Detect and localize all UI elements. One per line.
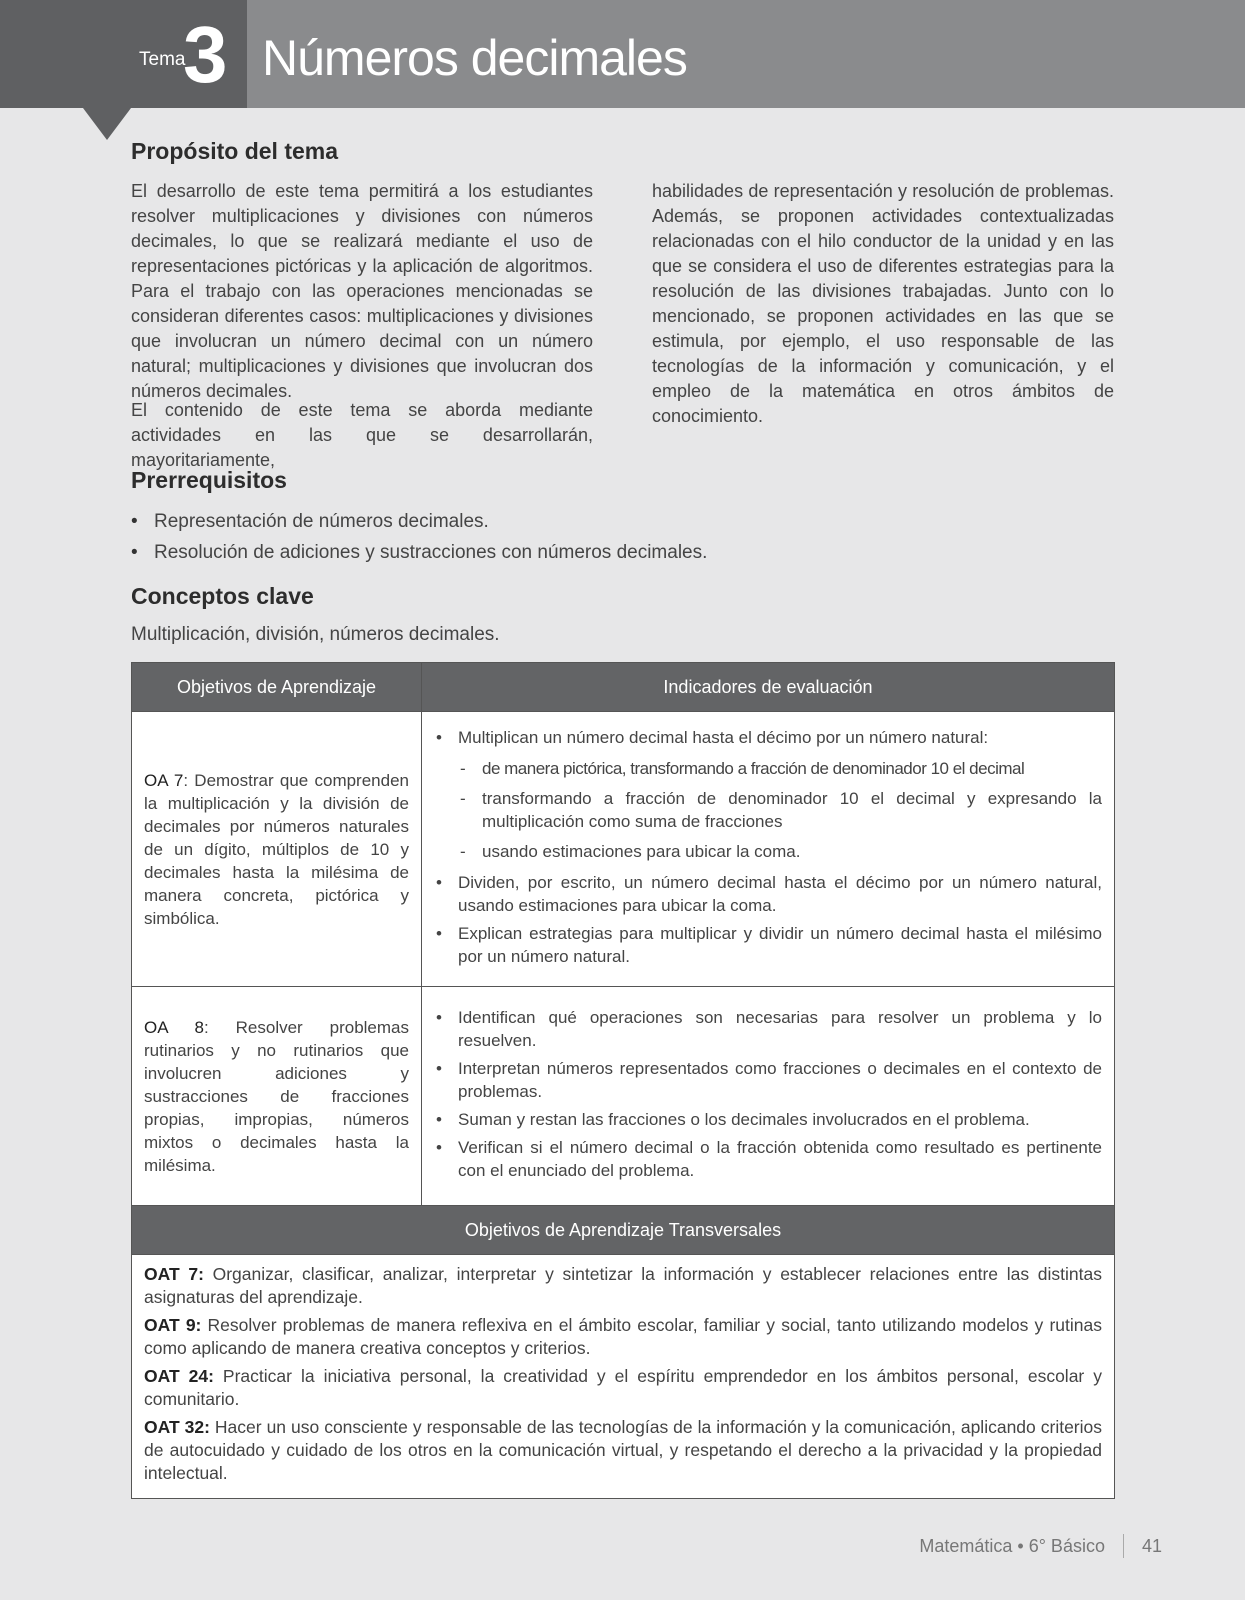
oat-item bbox=[144, 1263, 1102, 1309]
oat-code: OAT 24: bbox=[144, 1366, 214, 1386]
list-item: • Resolución de adiciones y sustracciones con números decimales. bbox=[131, 537, 707, 568]
oat-header-row bbox=[132, 1206, 1115, 1255]
objectives-table bbox=[131, 662, 1115, 1499]
list-item: • Dividen, por escrito, un número decimal hasta el décimo por un número natural, usando estimaciones para ubicar la coma. bbox=[434, 871, 1102, 917]
list-item: - de manera pictórica, transformando a fracción de denominador 10 el decimal bbox=[458, 757, 1102, 780]
page-number: 41 bbox=[1141, 1535, 1162, 1556]
prerrequisitos-list bbox=[131, 506, 707, 568]
list-item: • Interpretan números representados como fracciones o decimales en el contexto de problemas. bbox=[434, 1057, 1102, 1103]
table-row bbox=[132, 987, 1115, 1206]
oa-code: OA 7 bbox=[144, 770, 184, 790]
list-item: • Suman y restan las fracciones o los decimales involucrados en el problema. bbox=[434, 1108, 1102, 1131]
oat-cell bbox=[132, 1255, 1115, 1499]
col-header-indicadores: Indicadores de evaluación bbox=[422, 663, 1115, 712]
list-item: • Verifican si el número decimal o la fracción obtenida como resultado es pertinente con el enunciado del problema. bbox=[434, 1136, 1102, 1182]
oat-code: OAT 7: bbox=[144, 1264, 204, 1284]
oa-text: : Resolver problemas rutinarios y no rutinarios que involucren adiciones y sustracciones de fracciones propias, impropias, números mixtos o decimales hasta la milésima. bbox=[144, 1017, 409, 1175]
oat-code: OAT 32: bbox=[144, 1417, 210, 1437]
list-item: - transformando a fracción de denominador 10 el decimal y expresando la multiplicación como suma de fracciones bbox=[458, 787, 1102, 833]
list-item bbox=[434, 726, 1102, 863]
proposito-left-paragraph-2: El contenido de este tema se aborda mediante actividades en las que se desarrollarán, mayoritariamente, bbox=[131, 400, 593, 470]
proposito-heading: Propósito del tema bbox=[131, 138, 339, 164]
tema-number: 3 bbox=[183, 10, 228, 99]
prerrequisitos-heading: Prerrequisitos bbox=[131, 467, 287, 493]
list-item: • Representación de números decimales. bbox=[131, 506, 707, 537]
tema-label: Tema bbox=[139, 49, 186, 70]
proposito-right-paragraph: habilidades de representación y resolución de problemas. Además, se proponen actividades contextualizadas relacionadas con el hilo conductor de la unidad y en las que se considera el uso de diferentes estrategias para la resolución de las divisiones trabajadas. Junto con lo mencionado, se proponen actividades en las que se estimula, por ejemplo, el uso responsable de las tecnologías de la información y comunicación, y el empleo de la matemática en otros ámbitos de conocimiento. bbox=[652, 181, 1114, 426]
oat-text: Hacer un uso consciente y responsable de las tecnologías de la información y la comunicación, aplicando criterios de autocuidado y cuidado de los otros en la comunicación virtual, y respetando el derecho a la privacidad y la propiedad intelectual. bbox=[144, 1417, 1103, 1483]
proposito-left-paragraph-1: El desarrollo de este tema permitirá a los estudiantes resolver multiplicaciones y divisiones con números decimales, lo que se realizará mediante el uso de representaciones pictóricas y la aplicación de algoritmos. Para el trabajo con las operaciones mencionadas se consideran diferentes casos: multiplicaciones y divisiones que involucran un número decimal con un número natural; multiplicaciones y divisiones que involucran dos números decimales. bbox=[131, 181, 593, 401]
oat-text: Organizar, clasificar, analizar, interpretar y sintetizar la información y establecer relaciones entre las distintas asignaturas del aprendizaje. bbox=[144, 1264, 1102, 1307]
list-item: - usando estimaciones para ubicar la coma. bbox=[458, 840, 1102, 863]
oat-item bbox=[144, 1314, 1102, 1360]
table-header-row bbox=[132, 663, 1115, 712]
indicators-list bbox=[434, 1006, 1102, 1182]
conceptos-text: Multiplicación, división, números decimales. bbox=[131, 624, 500, 645]
indicators-list bbox=[434, 726, 1102, 968]
oat-text: Practicar la iniciativa personal, la creatividad y el espíritu emprendedor en los ámbitos personal, escolar y comunitario. bbox=[144, 1366, 1102, 1409]
table-row bbox=[132, 712, 1115, 987]
col-header-objetivos: Objetivos de Aprendizaje bbox=[132, 663, 422, 712]
footer-book-title: Matemática • 6° Básico bbox=[919, 1535, 1105, 1556]
page-footer bbox=[919, 1534, 1162, 1558]
oat-item bbox=[144, 1365, 1102, 1411]
oat-header: Objetivos de Aprendizaje Transversales bbox=[132, 1206, 1115, 1255]
page-title: Números decimales bbox=[262, 30, 687, 86]
footer-divider bbox=[1123, 1534, 1124, 1558]
oat-code: OAT 9: bbox=[144, 1315, 202, 1335]
indicator-text: Multiplican un número decimal hasta el décimo por un número natural: bbox=[458, 727, 989, 747]
indicators-cell bbox=[422, 712, 1115, 987]
list-item: • Explican estrategias para multiplicar y dividir un número decimal hasta el milésimo por un número natural. bbox=[434, 922, 1102, 968]
tema-box bbox=[0, 0, 247, 108]
indicators-cell bbox=[422, 987, 1115, 1206]
sub-indicators-list bbox=[458, 757, 1102, 863]
oa-text: : Demostrar que comprenden la multiplicación y la división de decimales por números naturales de un dígito, múltiplos de 10 y decimales hasta la milésima de manera concreta, pictórica y simbólica. bbox=[144, 770, 409, 928]
oa-cell bbox=[132, 712, 422, 987]
oat-text: Resolver problemas de manera reflexiva en el ámbito escolar, familiar y social, tanto utilizando modelos y rutinas como aplicando de manera creativa conceptos y criterios. bbox=[144, 1315, 1102, 1358]
tema-notch bbox=[83, 108, 131, 140]
oa-cell bbox=[132, 987, 422, 1206]
oat-item bbox=[144, 1416, 1102, 1485]
conceptos-heading: Conceptos clave bbox=[131, 583, 314, 609]
oat-row bbox=[132, 1255, 1115, 1499]
list-item: • Identifican qué operaciones son necesarias para resolver un problema y lo resuelven. bbox=[434, 1006, 1102, 1052]
oa-code: OA 8 bbox=[144, 1017, 204, 1037]
